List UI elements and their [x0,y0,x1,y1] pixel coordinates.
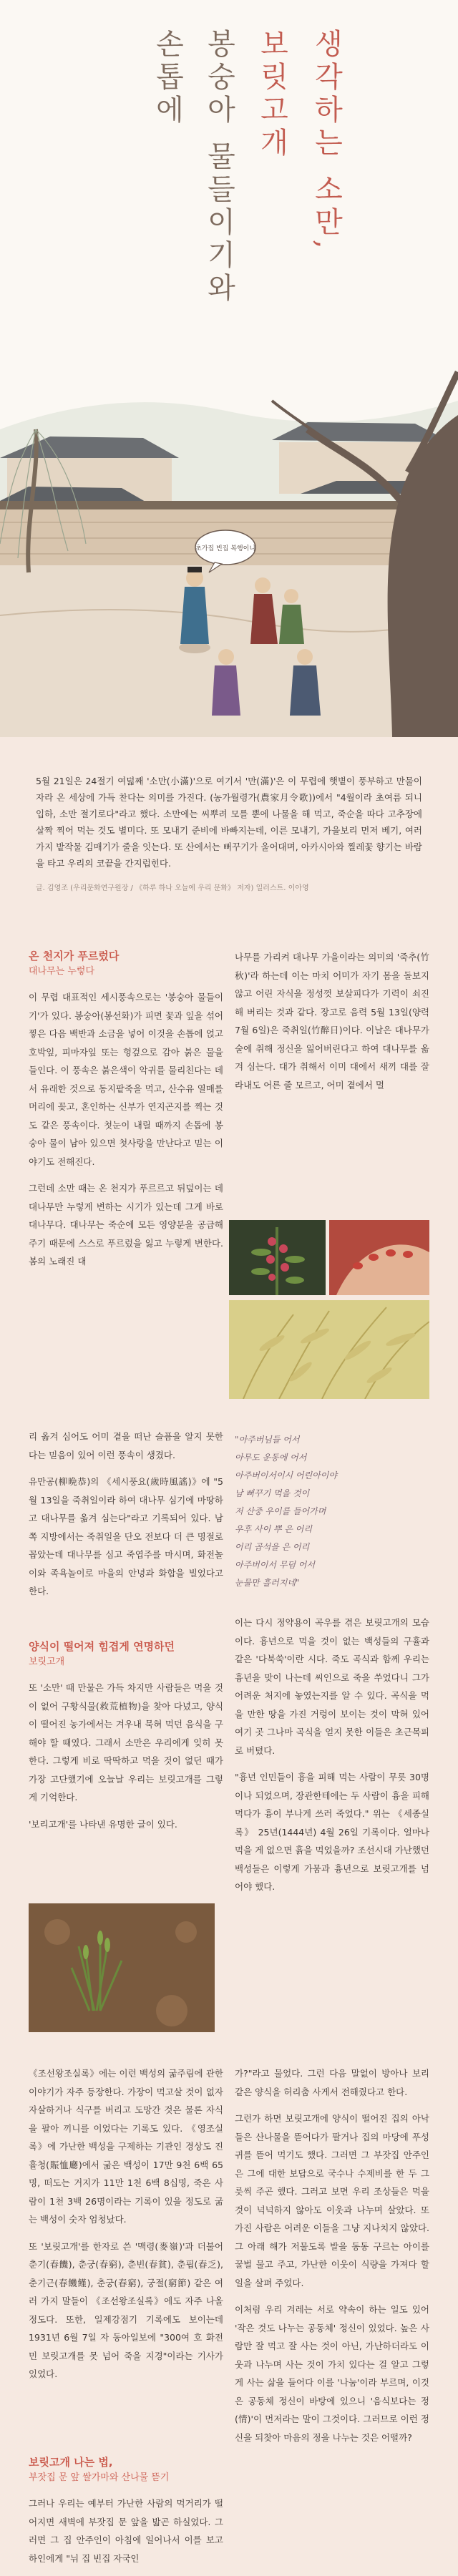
lead-paragraph: 5월 21일은 24절기 여덟째 '소만(小滿)'으로 여기서 '만(滿)'은 이 무렵에 햇볕이 풍부하고 만물이 자라 온 세상에 가득 찬다는 의미를 가진다. (농가월령가(農家月令歌))에서 "4월이라 초여름 되니 입하, 소만 절기로다"라고 했다. 소만에는 씨뿌려 모를 뿐에 나물을 해 먹고, 죽순을 따다 고추장에 살짝 찍어 먹는 것도 별미다. 또 모내기 준비에 바빠지는데, 이른 모내기, 가을보리 먼저 베기, 여러 가지 밭작물 김매기가 줄을 잇는다. 또 산에서는 뻐꾸기가 울어대며, 아카시아와 찔레꽃 향기는 바람을 타고 우리의 코끝을 간지럽힌다. [36,776,422,869]
hero-illustration [0,0,458,737]
section2-paragraph: 이는 다시 정약용이 곡우를 겪은 보릿고개의 모습이다. 흉년으로 먹을 것이 없는 백성들의 구휼과 같은 '다북쑥'이란 시다. 죽도 곡식과 함께 우리는 흉년을 맞이 나는데 씨인으로 죽을 쑤었다니 그가 어려운 처지에 놓였는지를 알 수 있다. 곡식을 먹을 만한 땅을 가진 거렁이 보이는 것이 막혀 있어 여기 곳 그나마 곡식을 얻지 못한 이들은 초근목피로 버텼다. [235,1617,429,1756]
section3-paragraph: 가?"라고 물었다. 그런 다음 말없이 방아나 보리 같은 양식을 허리춤 사게서 전해줬다고 한다. [235,2068,429,2097]
section1-subtitle: 대나무는 누렇다 [29,966,95,977]
section4-left-column [29,2454,223,2576]
poem-line: 어리 곱석을 은 어리 [235,1542,310,1552]
poem-line: 우후 사이 뿌 은 어리 [235,1524,312,1534]
photo-group [229,1220,429,1399]
section4-paragraph: 그러나 우리는 예부터 가난한 사람의 먹거리가 떨어지면 새벽에 부잣집 문 앞을 밟곤 하실었다. 그러면 그 집 안주인이 아침에 일어나서 이를 보고 하인에게 "뉘 집 빈집 자국인 [29,2498,223,2564]
section3-left-column [29,2064,223,2392]
section1-paragraph: 이 무렵 대표적인 세시풍속으로는 '봉숭아 물들이기'가 있다. 봉숭아(봉선화)가 피면 꽃과 잎을 섞어 찧은 다음 백반과 소금을 넣어 이것을 손톱에 얹고 호박잎, 피마자잎 또는 헝겊으로 감아 붉은 물을 들인다. 이 풍속은 붉은색이 악귀를 물리친다는 데서 유래한 것으로 동지팥죽을 먹고, 산수유 열매를 머리에 꽂고, 혼인하는 신부가 연지곤지를 찍는 것도 같은 풍속이다. 첫눈이 내릴 때까지 손톱에 봉숭아 물이 남아 있으면 첫사랑을 만난다고 믿는 이야기도 전해진다. [29,992,223,1167]
section1-right-column [235,948,429,1103]
yellow-bamboo-photo [229,1300,429,1399]
author-credit: 글. 김영조 (우리문화연구원장 / 《하루 하나 오늘에 우리 문화》 저자) 일러스트. 이아영 [36,884,309,892]
section1b-left-column [29,1428,223,1609]
section1-paragraph: 그런데 소만 때는 온 천지가 푸르르고 뒤덮이는 데 대나무만 누렇게 변하는 시기가 있는데 그게 바로 대나무다. 대나무는 죽순에 모든 영양분을 공급해주기 때문에 스스로 푸르렀을 잃고 누렇게 변한다. 봄의 노래진 대 [29,1183,223,1267]
poem-line: 아주버이서 무덤 어서 [235,1560,315,1570]
poem-line: 저 산중 우이를 들어가며 [235,1506,326,1516]
section3-paragraph: 이처럼 우리 겨레는 서로 약속이 하는 일도 있어 '작은 것도 나누는 공동체' 정신이 있었다. 높은 사람만 잘 먹고 잘 사는 것이 아닌, 가난하더라도 이웃과 나누며 사는 것이 가치 있다는 걸 알고 그렇게 사는 삶을 들어다 이를 '나눔'이라 부르며, 이것은 공동체 정신이 바탕에 있으니 '음식보다는 정(情)'이 먼저라는 말이 그것이다. 그러므로 이런 정신을 되찾아 마음의 정을 나누는 것은 어떨까? [235,2304,429,2443]
hero-title-line-3: 봉숭아 물들이기와 [203,29,235,306]
section2-title: 양식이 떨어져 힘겹게 연명하던 [29,1640,175,1653]
hero-title-line-4: 손톱에 [151,29,184,127]
section1-title: 온 천지가 푸르렀다 [29,950,120,962]
section1b-paragraph: 유만공(柳晩恭)의 《세시풍요(歲時風謠)》에 "5월 13일을 죽취일이라 하여 대나무 심기에 마땅하고 대나무를 옮겨 심는다"라고 기록되어 있다. 남쪽 지방에서는 죽취일을 단오 전보다 더 큰 명절로 꼽았는데 대나무를 심고 죽엽주를 마시며, 화전놀이와 족욕놀이로 마을의 안녕과 화합을 빌었다고 한다. [29,1476,223,1596]
section4-subtitle: 부잣집 문 앞 쌀가마와 산나물 뜯기 [29,2472,170,2483]
hero-title-line-2: 보릿고개 [255,29,288,160]
section3-right-column [235,2064,429,2455]
poem-line: "아주버님들 어서 [235,1435,300,1445]
speech-bubble-text: 초가집 빈집 복행이니 [195,545,255,552]
section2-paragraph: "흉년 인민들이 흉을 피해 먹는 사람이 무릇 30명이나 되었으며, 장관한테에는 두 사람이 흉을 피해 먹다가 흉이 부나게 쓰러 죽었다." 위는 《세종실록》 25년(1444년) 4월 26일 기록이다. 얼마나 먹을 게 없으면 흙을 먹었을까? 조선시대 가난했던 백성들은 이렇게 가뭄과 흉년으로 보릿고개를 넘어야 했다. [235,1772,429,1892]
section2-paragraph: '보리고개'를 나타낸 유명한 글이 있다. [29,1818,177,1830]
section3-paragraph: 《조선왕조실록》에는 이런 백성의 굶주림에 관한 이야기가 자주 등장한다. 가장이 먹고살 것이 없자 자살하거나 식구를 버리고 도망간 것은 물론 자식을 팔아 끼니를 이었다는 기록도 있다. 《영조실록》에 가난한 백성을 구제하는 기관인 경상도 진휼청(賑恤廳)에서 굶은 백성이 17만 9천 6백 65명, 떠도는 거지가 11만 1천 6백 8십명, 죽은 사람이 1천 3백 26명이라는 기록이 있을 정도로 굶는 백성이 숫자 엄청났다. [29,2068,223,2225]
poem-line: 아무도 운동에 어서 [235,1453,307,1463]
section4-title: 보릿고개 나는 법, [29,2456,113,2469]
poem-quote [235,1431,442,1592]
poem-line: 아주버이서이시 어린아이야 [235,1470,337,1480]
section2-right-column [235,1614,429,1905]
lead-section [36,744,422,923]
poem-line: 눈물만 흘러지네" [235,1578,300,1588]
section3-paragraph: 또 '보릿고개'를 한자로 쓴 '맥령(麥嶺)'과 더불어 춘기(春饑), 춘궁(春窮), 춘빈(春貧), 춘핍(春乏), 춘기근(春饑饉), 춘궁(春窮), 궁절(窮節) 같은 여러 가지 말들이 《조선왕조실록》에도 자주 나올 정도다. 또한, 일제강점기 기록에도 보이는데 1931년 6월 7일 자 동아일보에 "300여 호 화전민 보릿고개를 못 넘어 죽을 지경"이라는 기사가 있었다. [29,2240,223,2379]
section1b-paragraph: 리 옮겨 심어도 어미 곁을 떠난 슬픔을 알지 못한다는 믿음이 있어 이런 풍속이 생겼다. [29,1431,223,1460]
section2-paragraph: 또 '소만' 때 만물은 가득 차지만 사람들은 먹을 것이 없어 구황식물(救荒植物)을 찾아 다녔고, 양식이 떨어진 농가에서는 겨우내 묵혀 먹던 음식을 구해야 할 때였다. 그래서 소만은 우리에게 잊히 못한다. 그렇게 비로 딱딱하고 먹을 것이 없던 때가 가장 고단했기에 오늘날 우리는 보릿고개를 그렇게 기억한다. [29,1682,223,1802]
hero-title-line-1: 생각하는 소만, [310,29,343,253]
section1-left-column [29,948,223,1279]
section3-paragraph: 그런가 하면 보릿고개에 양식이 떨어진 집의 아낙들은 산나물을 뜯어다가 팔거나 집의 마당에 푸성귀를 뜯어 먹기도 했다. 그러면 그 부잣집 안주인은 그에 대한 보답으로 국수나 수제비를 한 두 그릇씩 주곤 했다. 그러고 보면 우리 조상들은 먹을 것이 넉넉하지 않아도 이웃과 나누며 살았다. 또 가진 사람은 어려운 이들을 그냥 지나치지 않았다. 그 아래 해가 저물도록 발을 동동 구르는 아이를 꿀벌 물고 주고, 가난한 이웃이 식량을 가져다 할 일을 살펴 주었다. [235,2113,429,2288]
poem-line: 남 뻐꾸기 먹을 것이 [235,1488,310,1498]
barley-field-photo [29,1903,215,2032]
section1-paragraph: 나무를 가리켜 대나무 가을이라는 의미의 '죽추(竹秋)'라 하는데 이는 마치 어미가 자기 몸을 돌보지 않고 어린 자식을 정성껏 보살피다가 기력이 쇠진해 버리는 것과 같다. 장고로 음력 5월 13일(양력 7월 6일)은 죽취일(竹醉日)이다. 이날은 대나무가 술에 취해 정신을 잃어버린다고 하여 대나무를 옮겨 심는다. 대가 취해서 이미 대에서 새끼 대를 잘라내도 어른 줄 모르고, 어미 곁에서 멀 [235,952,429,1091]
section2-left-column [29,1639,223,1842]
section2-subtitle: 보릿고개 [29,1657,65,1667]
dyed-nails-photo [329,1220,429,1295]
balsam-flower-photo [229,1220,326,1295]
